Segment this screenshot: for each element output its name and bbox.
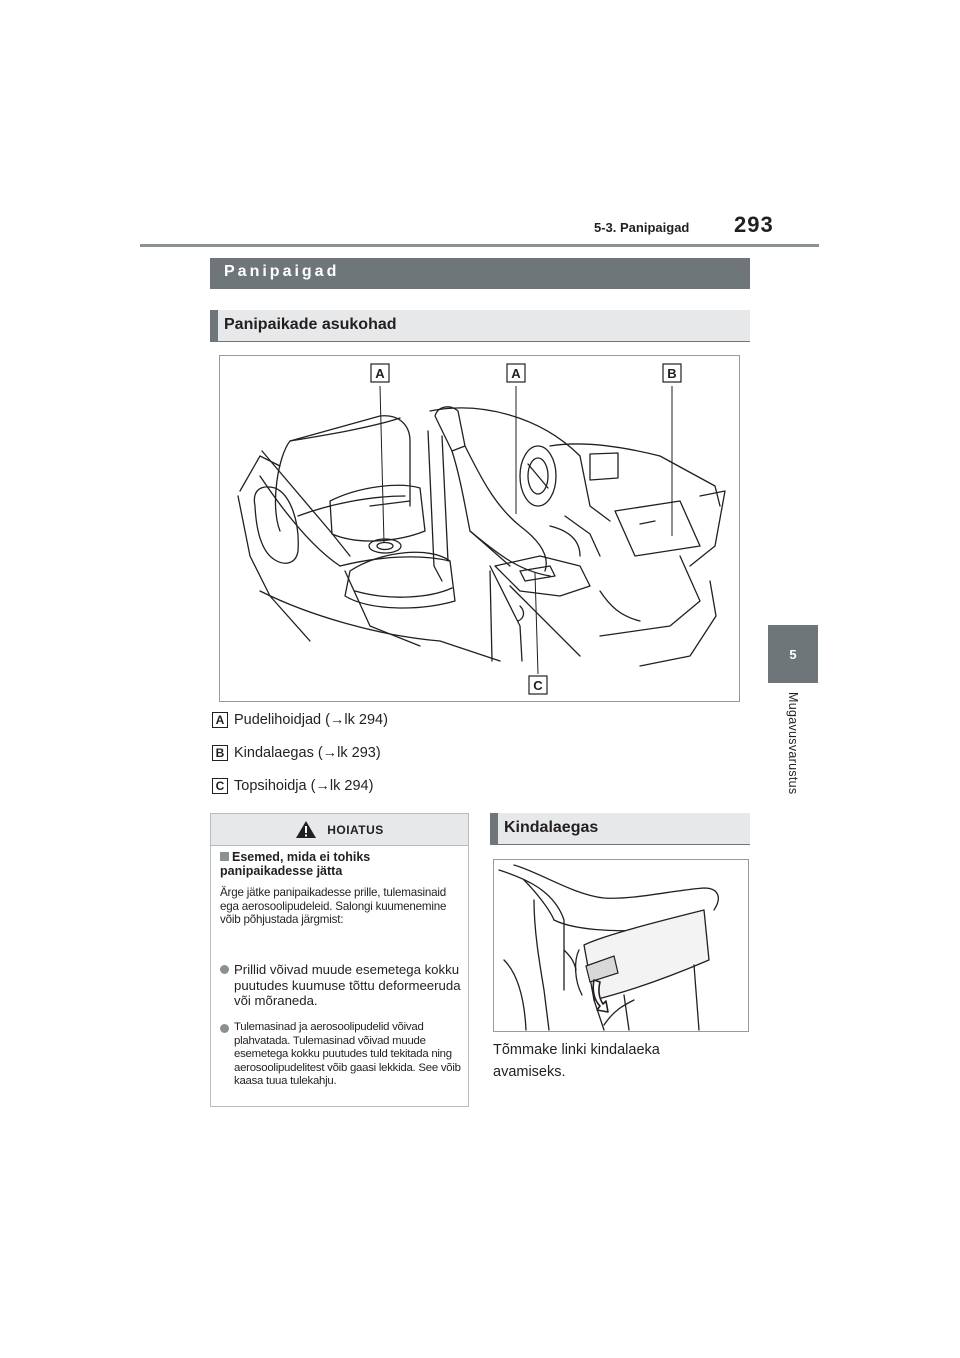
page-number: 293 <box>734 212 774 237</box>
glovebox-heading: Kindalaegas <box>490 813 750 845</box>
warning-triangle-icon <box>295 820 317 839</box>
warning-bullet-1 <box>220 962 465 1009</box>
legend-key-a: A <box>212 712 228 728</box>
circle-bullet-icon <box>220 965 229 974</box>
interior-drawing <box>220 356 741 703</box>
legend-text-b[interactable]: Kindalaegas (→lk 293) <box>234 745 381 761</box>
legend-item-c <box>212 778 373 794</box>
glovebox-caption: Tõmmake linki kindalaeka avamiseks. <box>493 1042 660 1080</box>
chapter-tab[interactable] <box>768 625 818 683</box>
circle-bullet-icon <box>220 1024 229 1033</box>
warning-intro: Ärge jätke panipaikadesse prille, tulemasinaid ega aerosoolipudeleid. Salongi kuumenemine võib põhjustada järgmist: <box>220 886 447 926</box>
warning-subheading-text: Esemed, mida ei tohiks panipaikadesse jätta <box>220 850 371 878</box>
legend-text-c[interactable]: Topsihoidja (→lk 294) <box>234 778 374 794</box>
glovebox-illustration <box>493 859 749 1032</box>
warning-bullet-1-text: Prillid võivad muude esemetega kokku puutudes kuumuse tõttu deformeeruda või mõraneda. <box>234 962 461 1008</box>
callout-c-label: C <box>533 678 543 693</box>
warning-bullet-2 <box>220 1021 465 1089</box>
callout-a-left-label: A <box>375 366 385 381</box>
chapter-label-text: Mugavusvarustus <box>786 692 800 795</box>
callout-b-label: B <box>667 366 677 381</box>
warning-subheading <box>220 850 460 878</box>
legend-key-c: C <box>212 778 228 794</box>
warning-box <box>210 813 469 1107</box>
callout-a-right-label: A <box>511 366 521 381</box>
legend-item-b <box>212 745 381 761</box>
glovebox-drawing <box>494 860 750 1033</box>
square-bullet-icon <box>220 852 229 861</box>
legend-text-a[interactable]: Pudelihoidjad (→lk 294) <box>234 712 388 728</box>
storage-locations-heading: Panipaikade asukohad <box>210 310 750 342</box>
legend-key-b: B <box>212 745 228 761</box>
warning-header <box>211 814 468 846</box>
section-banner: Panipaigad <box>210 258 750 289</box>
warning-bullet-2-text: Tulemasinad ja aerosoolipudelid võivad plahvatada. Tulemasinad võivad muude esemetega kokku puutudes tuld tekitada ning aerosoolipudelitest võib gaasi lekkida. See võib kaasa tuua tulekahju. <box>234 1021 461 1087</box>
warning-title: HOIATUS <box>327 822 384 837</box>
chapter-label <box>773 692 813 802</box>
legend-item-a <box>212 712 388 728</box>
header-divider <box>140 244 819 247</box>
interior-illustration <box>219 355 740 702</box>
section-title: 5-3. Panipaigad <box>594 220 690 235</box>
chapter-number: 5 <box>789 646 797 662</box>
